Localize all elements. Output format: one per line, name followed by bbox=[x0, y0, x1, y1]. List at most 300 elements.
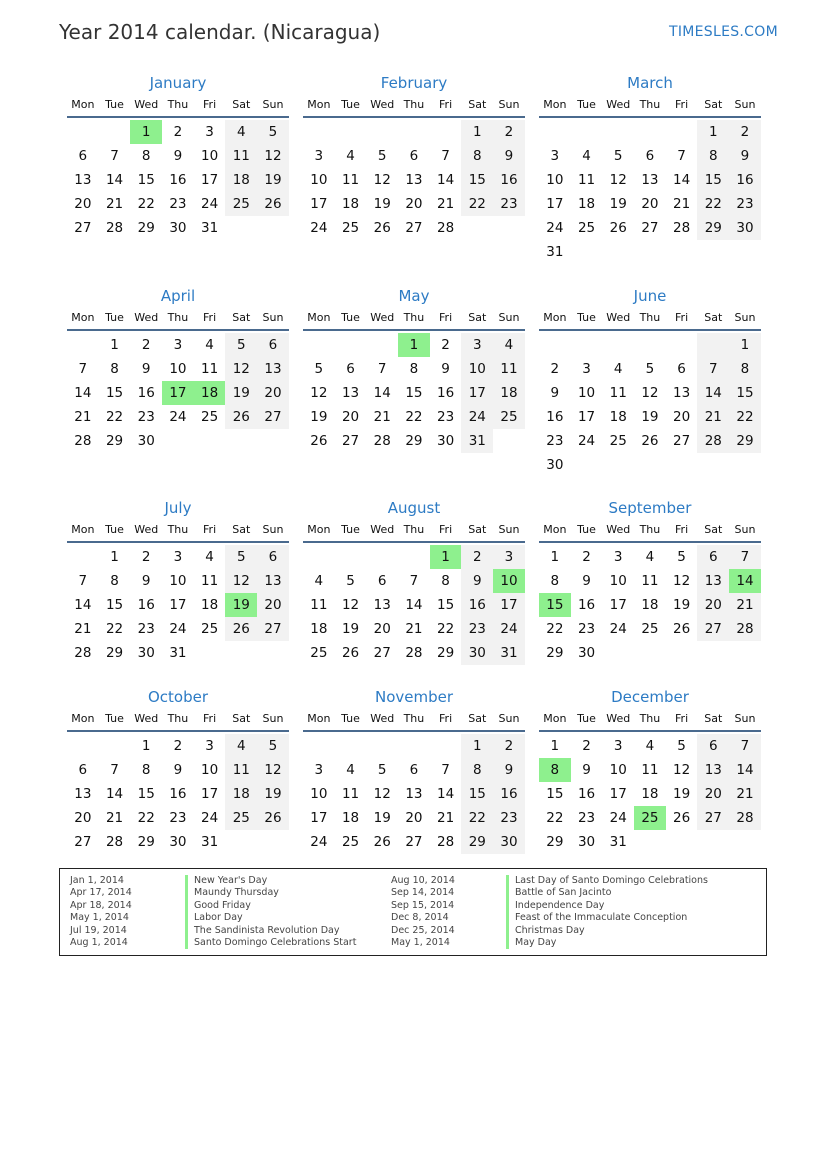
day-cell[interactable]: 29 bbox=[137, 834, 155, 850]
day-cell[interactable]: 12 bbox=[310, 385, 328, 401]
day-cell[interactable]: 24 bbox=[310, 220, 328, 236]
day-cell[interactable]: 7 bbox=[78, 573, 88, 589]
day-cell[interactable]: 19 bbox=[257, 782, 289, 806]
day-cell[interactable]: 31 bbox=[201, 220, 219, 236]
day-cell[interactable]: 17 bbox=[201, 172, 219, 188]
day-cell[interactable]: 15 bbox=[697, 168, 729, 192]
day-cell[interactable]: 2 bbox=[173, 738, 183, 754]
day-cell[interactable]: 15 bbox=[137, 786, 155, 802]
day-cell[interactable]: 10 bbox=[577, 385, 596, 401]
day-cell[interactable]: 11 bbox=[341, 172, 360, 188]
day-cell[interactable]: 28 bbox=[105, 834, 124, 850]
day-cell[interactable]: 28 bbox=[697, 429, 729, 453]
day-cell[interactable]: 11 bbox=[341, 786, 360, 802]
day-cell[interactable]: 22 bbox=[137, 810, 155, 826]
day-cell[interactable]: 11 bbox=[641, 762, 659, 778]
day-cell[interactable]: 30 bbox=[137, 433, 155, 449]
day-cell[interactable]: 18 bbox=[201, 597, 219, 613]
day-cell[interactable]: 27 bbox=[341, 433, 360, 449]
day-cell[interactable]: 4 bbox=[645, 549, 655, 565]
day-cell[interactable]: 27 bbox=[373, 645, 391, 661]
day-cell[interactable]: 28 bbox=[437, 834, 455, 850]
day-cell[interactable]: 28 bbox=[673, 220, 691, 236]
brand-link[interactable]: TIMESLES.COM bbox=[669, 24, 778, 40]
day-cell[interactable]: 12 bbox=[609, 172, 627, 188]
day-cell[interactable]: 4 bbox=[346, 148, 355, 164]
day-cell[interactable]: 17 bbox=[609, 786, 627, 802]
day-cell[interactable]: 20 bbox=[405, 196, 423, 212]
day-cell[interactable]: 15 bbox=[105, 597, 124, 613]
day-cell[interactable]: 26 bbox=[225, 405, 257, 429]
day-cell[interactable]: 13 bbox=[697, 758, 729, 782]
day-cell[interactable]: 17 bbox=[201, 786, 219, 802]
holiday-day-cell[interactable]: 18 bbox=[194, 381, 226, 405]
day-cell[interactable]: 13 bbox=[341, 385, 360, 401]
day-cell[interactable]: 29 bbox=[105, 433, 124, 449]
holiday-day-cell[interactable]: 10 bbox=[493, 569, 525, 593]
day-cell[interactable]: 20 bbox=[341, 409, 360, 425]
day-cell[interactable]: 2 bbox=[173, 124, 183, 140]
day-cell[interactable]: 19 bbox=[673, 786, 691, 802]
day-cell[interactable]: 24 bbox=[493, 617, 525, 641]
day-cell[interactable]: 24 bbox=[546, 220, 564, 236]
day-cell[interactable]: 4 bbox=[582, 148, 591, 164]
day-cell[interactable]: 16 bbox=[577, 786, 596, 802]
day-cell[interactable]: 7 bbox=[729, 734, 761, 758]
day-cell[interactable]: 11 bbox=[641, 573, 659, 589]
day-cell[interactable]: 21 bbox=[437, 810, 455, 826]
day-cell[interactable]: 9 bbox=[550, 385, 560, 401]
day-cell[interactable]: 3 bbox=[314, 148, 324, 164]
day-cell[interactable]: 13 bbox=[697, 569, 729, 593]
day-cell[interactable]: 16 bbox=[169, 786, 187, 802]
day-cell[interactable]: 22 bbox=[546, 810, 564, 826]
day-cell[interactable]: 14 bbox=[74, 597, 92, 613]
day-cell[interactable]: 22 bbox=[105, 621, 124, 637]
day-cell[interactable]: 11 bbox=[201, 573, 219, 589]
day-cell[interactable]: 13 bbox=[74, 172, 92, 188]
day-cell[interactable]: 13 bbox=[641, 172, 659, 188]
day-cell[interactable]: 29 bbox=[546, 834, 564, 850]
day-cell[interactable]: 15 bbox=[105, 385, 124, 401]
day-cell[interactable]: 30 bbox=[577, 834, 596, 850]
day-cell[interactable]: 16 bbox=[461, 593, 493, 617]
day-cell[interactable]: 11 bbox=[577, 172, 596, 188]
day-cell[interactable]: 25 bbox=[493, 405, 525, 429]
day-cell[interactable]: 27 bbox=[405, 220, 423, 236]
day-cell[interactable]: 31 bbox=[546, 244, 564, 260]
day-cell[interactable]: 14 bbox=[105, 786, 124, 802]
day-cell[interactable]: 13 bbox=[257, 569, 289, 593]
day-cell[interactable]: 30 bbox=[577, 645, 596, 661]
day-cell[interactable]: 9 bbox=[493, 144, 525, 168]
day-cell[interactable]: 6 bbox=[346, 361, 355, 377]
day-cell[interactable]: 31 bbox=[493, 641, 525, 665]
day-cell[interactable]: 1 bbox=[110, 549, 119, 565]
day-cell[interactable]: 10 bbox=[609, 762, 627, 778]
day-cell[interactable]: 12 bbox=[373, 172, 391, 188]
day-cell[interactable]: 22 bbox=[105, 409, 124, 425]
day-cell[interactable]: 6 bbox=[78, 762, 88, 778]
day-cell[interactable]: 28 bbox=[105, 220, 124, 236]
day-cell[interactable]: 1 bbox=[550, 738, 560, 754]
day-cell[interactable]: 17 bbox=[577, 409, 596, 425]
day-cell[interactable]: 2 bbox=[461, 545, 493, 569]
day-cell[interactable]: 2 bbox=[493, 734, 525, 758]
day-cell[interactable]: 3 bbox=[550, 148, 560, 164]
day-cell[interactable]: 2 bbox=[550, 361, 560, 377]
day-cell[interactable]: 19 bbox=[257, 168, 289, 192]
day-cell[interactable]: 5 bbox=[613, 148, 623, 164]
day-cell[interactable]: 3 bbox=[173, 549, 183, 565]
day-cell[interactable]: 17 bbox=[169, 597, 187, 613]
day-cell[interactable]: 11 bbox=[609, 385, 627, 401]
day-cell[interactable]: 23 bbox=[461, 617, 493, 641]
day-cell[interactable]: 3 bbox=[582, 361, 591, 377]
day-cell[interactable]: 27 bbox=[257, 405, 289, 429]
day-cell[interactable]: 16 bbox=[493, 168, 525, 192]
day-cell[interactable]: 7 bbox=[78, 361, 88, 377]
holiday-day-cell[interactable]: 8 bbox=[539, 758, 571, 782]
day-cell[interactable]: 11 bbox=[225, 758, 257, 782]
day-cell[interactable]: 15 bbox=[461, 168, 493, 192]
day-cell[interactable]: 24 bbox=[201, 196, 219, 212]
day-cell[interactable]: 6 bbox=[409, 148, 419, 164]
day-cell[interactable]: 16 bbox=[169, 172, 187, 188]
day-cell[interactable]: 26 bbox=[310, 433, 328, 449]
day-cell[interactable]: 17 bbox=[493, 593, 525, 617]
day-cell[interactable]: 10 bbox=[546, 172, 564, 188]
day-cell[interactable]: 6 bbox=[697, 545, 729, 569]
day-cell[interactable]: 21 bbox=[105, 196, 124, 212]
day-cell[interactable]: 4 bbox=[205, 337, 214, 353]
day-cell[interactable]: 2 bbox=[729, 120, 761, 144]
day-cell[interactable]: 14 bbox=[405, 597, 423, 613]
day-cell[interactable]: 30 bbox=[169, 220, 187, 236]
day-cell[interactable]: 5 bbox=[377, 148, 387, 164]
day-cell[interactable]: 16 bbox=[493, 782, 525, 806]
day-cell[interactable]: 12 bbox=[673, 762, 691, 778]
day-cell[interactable]: 12 bbox=[257, 144, 289, 168]
day-cell[interactable]: 3 bbox=[205, 124, 214, 140]
day-cell[interactable]: 5 bbox=[677, 738, 686, 754]
day-cell[interactable]: 13 bbox=[405, 172, 423, 188]
day-cell[interactable]: 26 bbox=[373, 834, 391, 850]
day-cell[interactable]: 18 bbox=[609, 409, 627, 425]
day-cell[interactable]: 30 bbox=[729, 216, 761, 240]
day-cell[interactable]: 10 bbox=[169, 361, 187, 377]
day-cell[interactable]: 19 bbox=[609, 196, 627, 212]
day-cell[interactable]: 24 bbox=[201, 810, 219, 826]
day-cell[interactable]: 26 bbox=[609, 220, 627, 236]
day-cell[interactable]: 11 bbox=[201, 361, 219, 377]
day-cell[interactable]: 21 bbox=[697, 405, 729, 429]
day-cell[interactable]: 26 bbox=[225, 617, 257, 641]
day-cell[interactable]: 17 bbox=[546, 196, 564, 212]
day-cell[interactable]: 23 bbox=[577, 810, 596, 826]
day-cell[interactable]: 25 bbox=[310, 645, 328, 661]
holiday-day-cell[interactable]: 15 bbox=[539, 593, 571, 617]
day-cell[interactable]: 22 bbox=[437, 621, 455, 637]
day-cell[interactable]: 18 bbox=[341, 196, 360, 212]
day-cell[interactable]: 3 bbox=[493, 545, 525, 569]
day-cell[interactable]: 21 bbox=[74, 621, 92, 637]
day-cell[interactable]: 19 bbox=[310, 409, 328, 425]
day-cell[interactable]: 30 bbox=[169, 834, 187, 850]
day-cell[interactable]: 18 bbox=[225, 168, 257, 192]
day-cell[interactable]: 4 bbox=[346, 762, 355, 778]
day-cell[interactable]: 12 bbox=[225, 569, 257, 593]
day-cell[interactable]: 25 bbox=[641, 621, 659, 637]
day-cell[interactable]: 23 bbox=[437, 409, 455, 425]
day-cell[interactable]: 24 bbox=[609, 621, 627, 637]
day-cell[interactable]: 21 bbox=[729, 593, 761, 617]
day-cell[interactable]: 22 bbox=[546, 621, 564, 637]
day-cell[interactable]: 8 bbox=[141, 148, 151, 164]
day-cell[interactable]: 28 bbox=[373, 433, 391, 449]
day-cell[interactable]: 27 bbox=[697, 617, 729, 641]
day-cell[interactable]: 18 bbox=[341, 810, 360, 826]
day-cell[interactable]: 31 bbox=[461, 429, 493, 453]
day-cell[interactable]: 10 bbox=[609, 573, 627, 589]
day-cell[interactable]: 13 bbox=[673, 385, 691, 401]
day-cell[interactable]: 21 bbox=[437, 196, 455, 212]
day-cell[interactable]: 27 bbox=[697, 806, 729, 830]
day-cell[interactable]: 7 bbox=[110, 762, 119, 778]
day-cell[interactable]: 24 bbox=[169, 409, 187, 425]
day-cell[interactable]: 10 bbox=[169, 573, 187, 589]
day-cell[interactable]: 4 bbox=[225, 734, 257, 758]
day-cell[interactable]: 27 bbox=[405, 834, 423, 850]
day-cell[interactable]: 1 bbox=[729, 333, 761, 357]
day-cell[interactable]: 23 bbox=[729, 192, 761, 216]
day-cell[interactable]: 6 bbox=[697, 734, 729, 758]
day-cell[interactable]: 20 bbox=[74, 196, 92, 212]
day-cell[interactable]: 29 bbox=[697, 216, 729, 240]
day-cell[interactable]: 5 bbox=[677, 549, 686, 565]
day-cell[interactable]: 24 bbox=[577, 433, 596, 449]
day-cell[interactable]: 26 bbox=[257, 806, 289, 830]
day-cell[interactable]: 9 bbox=[493, 758, 525, 782]
day-cell[interactable]: 7 bbox=[409, 573, 419, 589]
day-cell[interactable]: 10 bbox=[310, 786, 328, 802]
day-cell[interactable]: 22 bbox=[697, 192, 729, 216]
day-cell[interactable]: 30 bbox=[493, 830, 525, 854]
day-cell[interactable]: 22 bbox=[461, 192, 493, 216]
day-cell[interactable]: 22 bbox=[137, 196, 155, 212]
day-cell[interactable]: 31 bbox=[169, 645, 187, 661]
day-cell[interactable]: 2 bbox=[441, 337, 450, 353]
day-cell[interactable]: 9 bbox=[582, 762, 591, 778]
day-cell[interactable]: 23 bbox=[169, 196, 187, 212]
day-cell[interactable]: 31 bbox=[201, 834, 219, 850]
day-cell[interactable]: 9 bbox=[141, 361, 151, 377]
day-cell[interactable]: 1 bbox=[110, 337, 119, 353]
day-cell[interactable]: 4 bbox=[225, 120, 257, 144]
holiday-day-cell[interactable]: 17 bbox=[162, 381, 194, 405]
day-cell[interactable]: 11 bbox=[493, 357, 525, 381]
day-cell[interactable]: 23 bbox=[169, 810, 187, 826]
day-cell[interactable]: 28 bbox=[437, 220, 455, 236]
day-cell[interactable]: 9 bbox=[141, 573, 151, 589]
holiday-day-cell[interactable]: 25 bbox=[634, 806, 666, 830]
day-cell[interactable]: 2 bbox=[141, 549, 151, 565]
day-cell[interactable]: 8 bbox=[141, 762, 151, 778]
day-cell[interactable]: 20 bbox=[405, 810, 423, 826]
day-cell[interactable]: 3 bbox=[613, 738, 623, 754]
day-cell[interactable]: 29 bbox=[405, 433, 423, 449]
day-cell[interactable]: 5 bbox=[346, 573, 355, 589]
day-cell[interactable]: 28 bbox=[729, 617, 761, 641]
day-cell[interactable]: 26 bbox=[341, 645, 360, 661]
day-cell[interactable]: 7 bbox=[441, 762, 450, 778]
day-cell[interactable]: 9 bbox=[461, 569, 493, 593]
day-cell[interactable]: 7 bbox=[729, 545, 761, 569]
day-cell[interactable]: 16 bbox=[729, 168, 761, 192]
day-cell[interactable]: 5 bbox=[225, 545, 257, 569]
day-cell[interactable]: 20 bbox=[74, 810, 92, 826]
day-cell[interactable]: 2 bbox=[493, 120, 525, 144]
day-cell[interactable]: 6 bbox=[257, 333, 289, 357]
day-cell[interactable]: 14 bbox=[729, 758, 761, 782]
day-cell[interactable]: 9 bbox=[729, 144, 761, 168]
day-cell[interactable]: 26 bbox=[257, 192, 289, 216]
day-cell[interactable]: 7 bbox=[110, 148, 119, 164]
day-cell[interactable]: 24 bbox=[461, 405, 493, 429]
day-cell[interactable]: 25 bbox=[341, 834, 360, 850]
day-cell[interactable]: 5 bbox=[645, 361, 655, 377]
day-cell[interactable]: 13 bbox=[257, 357, 289, 381]
day-cell[interactable]: 3 bbox=[613, 549, 623, 565]
day-cell[interactable]: 21 bbox=[673, 196, 691, 212]
day-cell[interactable]: 18 bbox=[493, 381, 525, 405]
day-cell[interactable]: 30 bbox=[137, 645, 155, 661]
day-cell[interactable]: 17 bbox=[461, 381, 493, 405]
day-cell[interactable]: 14 bbox=[74, 385, 92, 401]
day-cell[interactable]: 7 bbox=[441, 148, 450, 164]
day-cell[interactable]: 16 bbox=[546, 409, 564, 425]
day-cell[interactable]: 3 bbox=[314, 762, 324, 778]
day-cell[interactable]: 6 bbox=[78, 148, 88, 164]
day-cell[interactable]: 23 bbox=[577, 621, 596, 637]
day-cell[interactable]: 16 bbox=[137, 597, 155, 613]
day-cell[interactable]: 6 bbox=[645, 148, 655, 164]
day-cell[interactable]: 4 bbox=[645, 738, 655, 754]
day-cell[interactable]: 12 bbox=[641, 385, 659, 401]
day-cell[interactable]: 6 bbox=[257, 545, 289, 569]
day-cell[interactable]: 25 bbox=[609, 433, 627, 449]
day-cell[interactable]: 29 bbox=[461, 830, 493, 854]
day-cell[interactable]: 4 bbox=[493, 333, 525, 357]
day-cell[interactable]: 5 bbox=[225, 333, 257, 357]
day-cell[interactable]: 17 bbox=[609, 597, 627, 613]
day-cell[interactable]: 8 bbox=[461, 758, 493, 782]
day-cell[interactable]: 3 bbox=[173, 337, 183, 353]
day-cell[interactable]: 6 bbox=[677, 361, 686, 377]
day-cell[interactable]: 7 bbox=[697, 357, 729, 381]
day-cell[interactable]: 22 bbox=[461, 806, 493, 830]
day-cell[interactable]: 26 bbox=[673, 810, 691, 826]
day-cell[interactable]: 15 bbox=[729, 381, 761, 405]
day-cell[interactable]: 29 bbox=[437, 645, 455, 661]
day-cell[interactable]: 19 bbox=[225, 381, 257, 405]
day-cell[interactable]: 25 bbox=[201, 409, 219, 425]
day-cell[interactable]: 30 bbox=[437, 433, 455, 449]
day-cell[interactable]: 7 bbox=[677, 148, 686, 164]
day-cell[interactable]: 23 bbox=[493, 192, 525, 216]
day-cell[interactable]: 25 bbox=[201, 621, 219, 637]
day-cell[interactable]: 14 bbox=[373, 385, 391, 401]
day-cell[interactable]: 16 bbox=[577, 597, 596, 613]
day-cell[interactable]: 20 bbox=[257, 593, 289, 617]
day-cell[interactable]: 20 bbox=[373, 621, 391, 637]
day-cell[interactable]: 9 bbox=[173, 762, 183, 778]
day-cell[interactable]: 18 bbox=[310, 621, 328, 637]
day-cell[interactable]: 9 bbox=[582, 573, 591, 589]
day-cell[interactable]: 5 bbox=[257, 120, 289, 144]
day-cell[interactable]: 18 bbox=[225, 782, 257, 806]
day-cell[interactable]: 8 bbox=[110, 361, 119, 377]
day-cell[interactable]: 14 bbox=[437, 172, 455, 188]
day-cell[interactable]: 20 bbox=[673, 409, 691, 425]
day-cell[interactable]: 21 bbox=[405, 621, 423, 637]
day-cell[interactable]: 26 bbox=[373, 220, 391, 236]
day-cell[interactable]: 12 bbox=[673, 573, 691, 589]
day-cell[interactable]: 25 bbox=[341, 220, 360, 236]
day-cell[interactable]: 12 bbox=[373, 786, 391, 802]
day-cell[interactable]: 2 bbox=[582, 549, 591, 565]
day-cell[interactable]: 22 bbox=[405, 409, 423, 425]
day-cell[interactable]: 14 bbox=[437, 786, 455, 802]
day-cell[interactable]: 18 bbox=[577, 196, 596, 212]
day-cell[interactable]: 27 bbox=[74, 834, 92, 850]
day-cell[interactable]: 19 bbox=[673, 597, 691, 613]
day-cell[interactable]: 27 bbox=[257, 617, 289, 641]
day-cell[interactable]: 10 bbox=[461, 357, 493, 381]
day-cell[interactable]: 12 bbox=[225, 357, 257, 381]
day-cell[interactable]: 10 bbox=[201, 148, 219, 164]
day-cell[interactable]: 2 bbox=[582, 738, 591, 754]
day-cell[interactable]: 3 bbox=[461, 333, 493, 357]
day-cell[interactable]: 27 bbox=[673, 433, 691, 449]
day-cell[interactable]: 15 bbox=[405, 385, 423, 401]
day-cell[interactable]: 5 bbox=[257, 734, 289, 758]
day-cell[interactable]: 30 bbox=[546, 457, 564, 473]
day-cell[interactable]: 20 bbox=[697, 593, 729, 617]
day-cell[interactable]: 11 bbox=[310, 597, 328, 613]
day-cell[interactable]: 4 bbox=[613, 361, 623, 377]
day-cell[interactable]: 17 bbox=[310, 196, 328, 212]
day-cell[interactable]: 1 bbox=[550, 549, 560, 565]
day-cell[interactable]: 28 bbox=[729, 806, 761, 830]
day-cell[interactable]: 14 bbox=[105, 172, 124, 188]
day-cell[interactable]: 20 bbox=[257, 381, 289, 405]
day-cell[interactable]: 4 bbox=[314, 573, 324, 589]
day-cell[interactable]: 16 bbox=[437, 385, 455, 401]
day-cell[interactable]: 30 bbox=[461, 641, 493, 665]
day-cell[interactable]: 16 bbox=[137, 385, 155, 401]
day-cell[interactable]: 15 bbox=[137, 172, 155, 188]
day-cell[interactable]: 12 bbox=[257, 758, 289, 782]
day-cell[interactable]: 21 bbox=[105, 810, 124, 826]
day-cell[interactable]: 24 bbox=[609, 810, 627, 826]
day-cell[interactable]: 12 bbox=[341, 597, 360, 613]
day-cell[interactable]: 25 bbox=[225, 806, 257, 830]
day-cell[interactable]: 1 bbox=[461, 734, 493, 758]
day-cell[interactable]: 5 bbox=[314, 361, 324, 377]
day-cell[interactable]: 19 bbox=[373, 196, 391, 212]
day-cell[interactable]: 18 bbox=[641, 786, 659, 802]
